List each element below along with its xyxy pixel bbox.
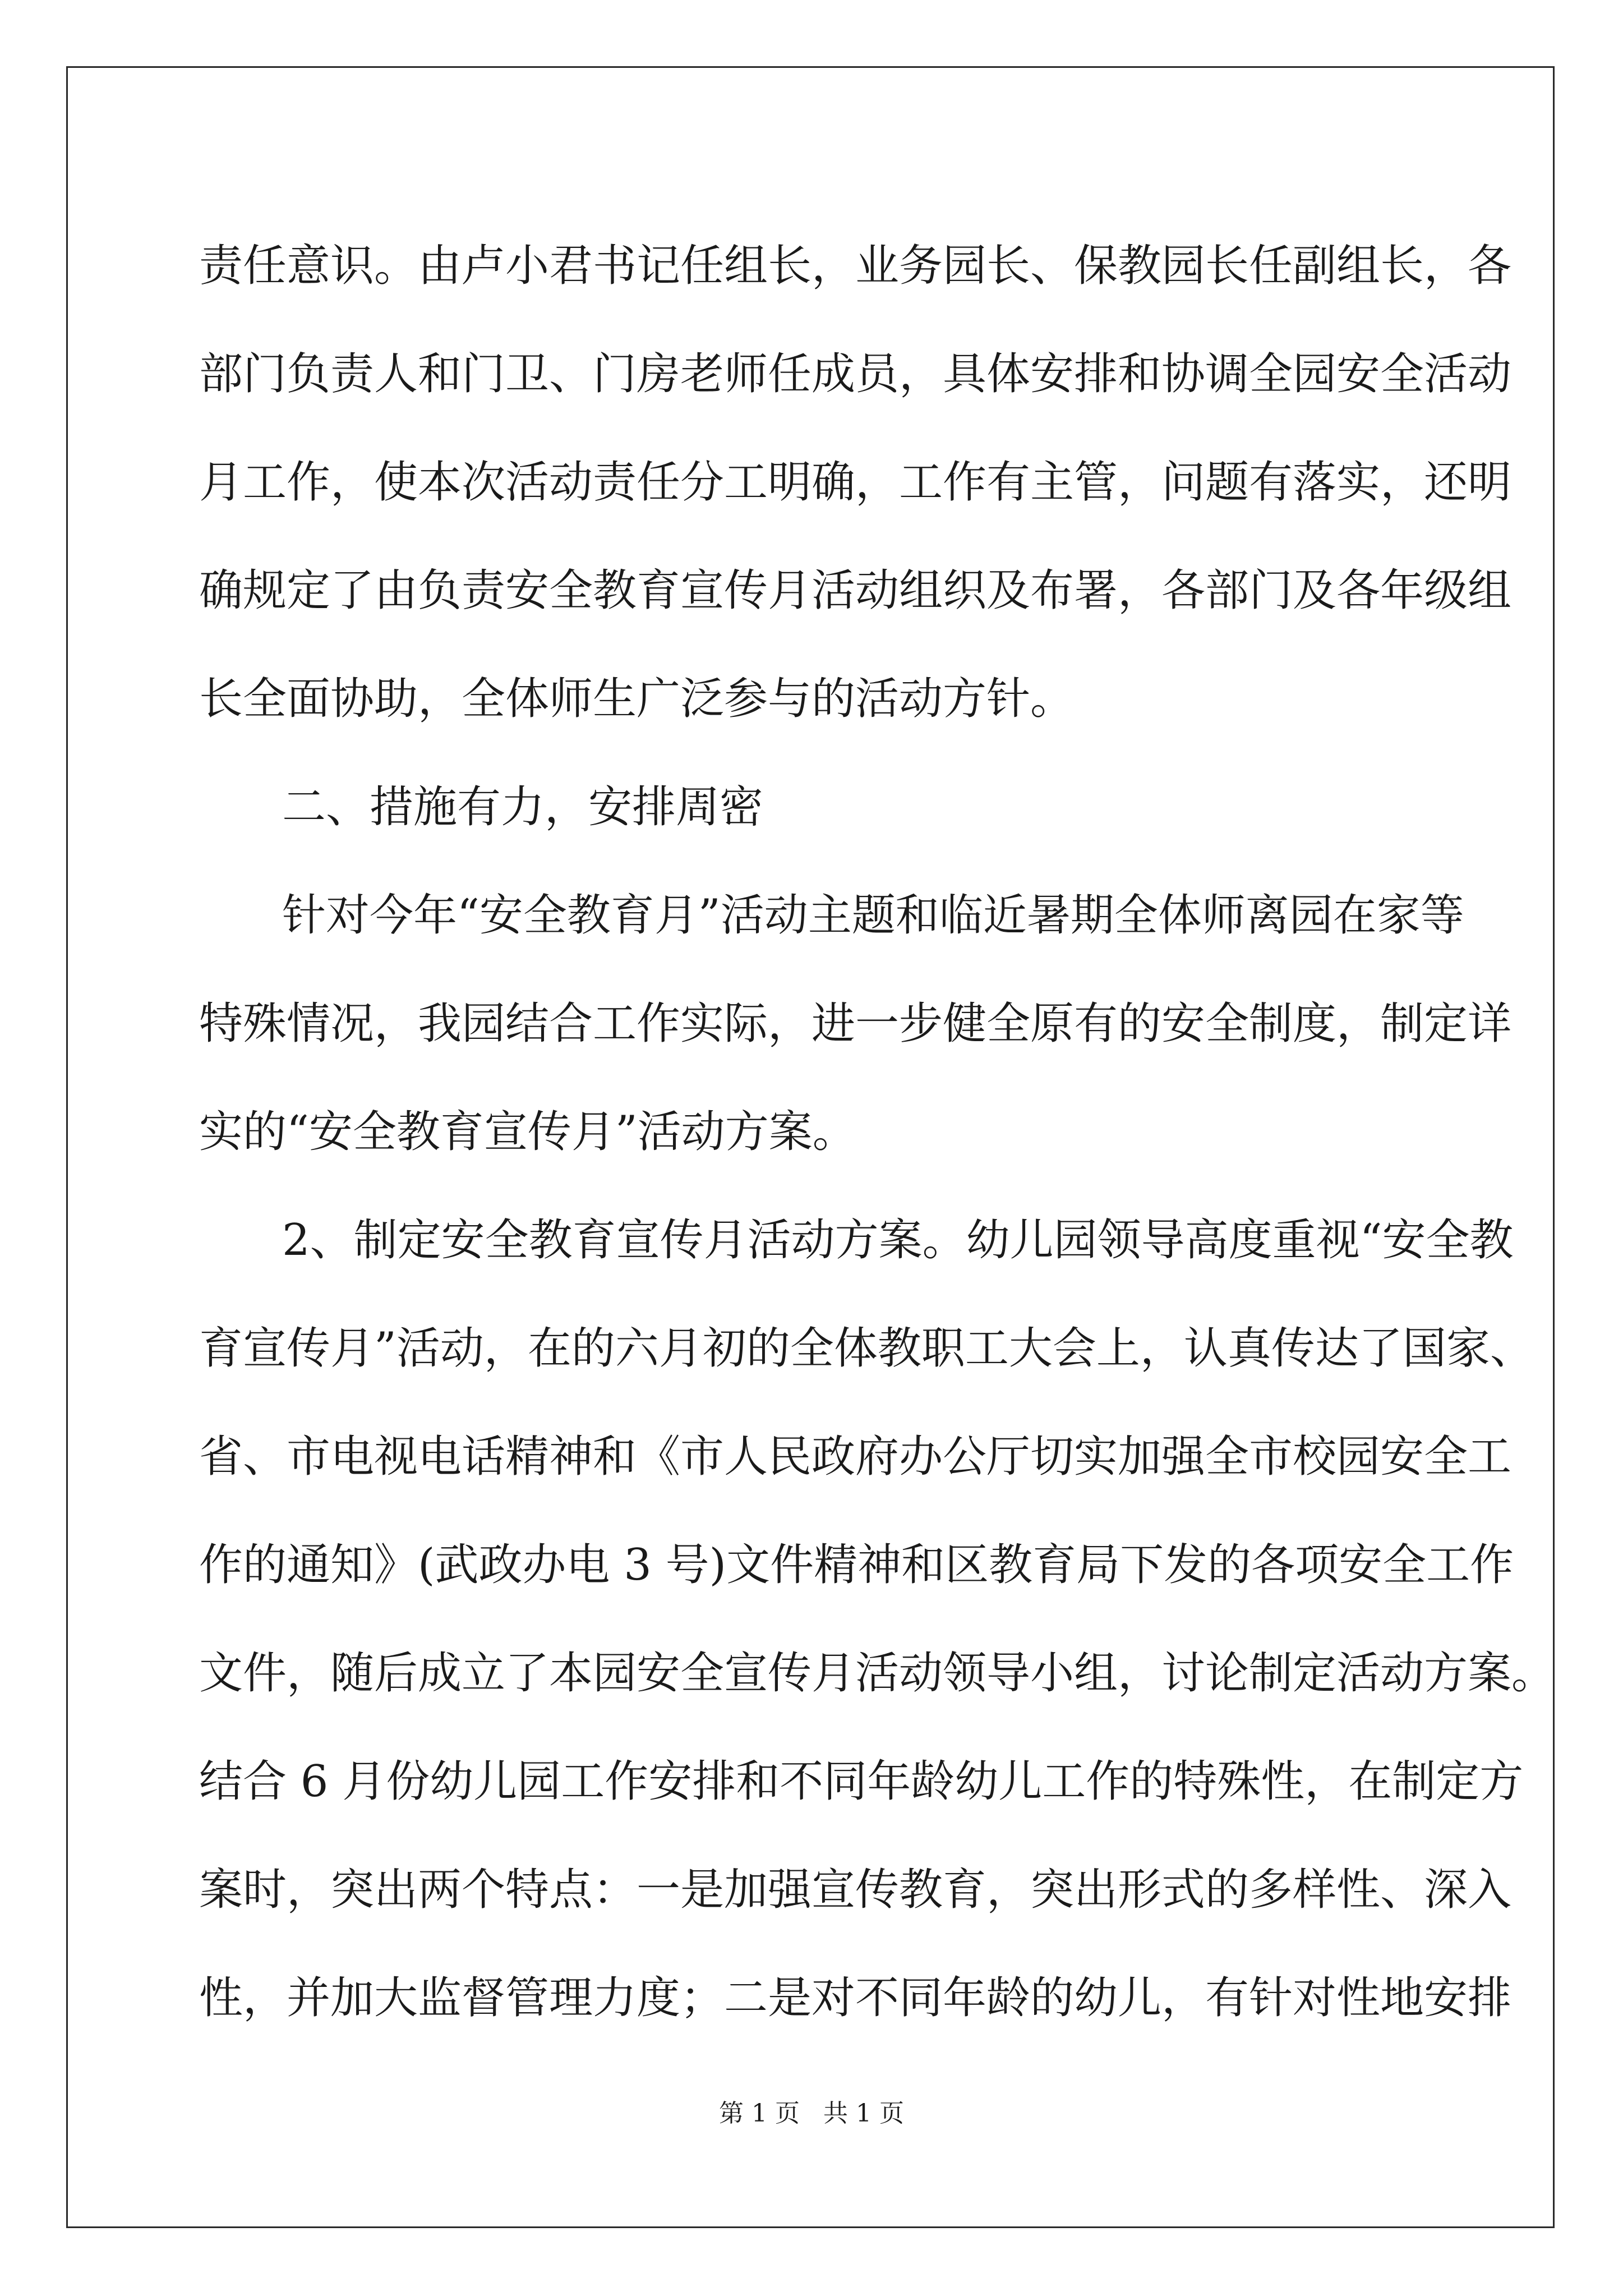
text-line: 责任意识。由卢小君书记任组长，业务园长、保教园长任副组长，各 xyxy=(199,241,1512,291)
text-line: 作的通知》(武政办电 3 号)文件精神和区教育局下发的各项安全工作 xyxy=(199,1540,1514,1590)
text-line: 针对今年“安全教育月”活动主题和临近暑期全体师离园在家等 xyxy=(282,890,1464,941)
text-line: 结合 6 月份幼儿园工作安排和不同年龄幼儿工作的特殊性，在制定方 xyxy=(199,1756,1524,1807)
document-body xyxy=(199,212,1556,2053)
text-line: 文件，随后成立了本园安全宣传月活动领导小组，讨论制定活动方案。 xyxy=(199,1648,1556,1699)
text-line: 月工作，使本次活动责任分工明确，工作有主管，问题有落实，还明 xyxy=(199,457,1512,508)
text-line: 特殊情况，我园结合工作实际，进一步健全原有的安全制度，制定详 xyxy=(199,999,1512,1049)
text-line: 确规定了由负责安全教育宣传月活动组织及布署，各部门及各年级组 xyxy=(199,565,1512,616)
page-footer: 第 1 页 共 1 页 xyxy=(719,2099,904,2128)
text-line: 省、市电视电话精神和《市人民政府办公厅切实加强全市校园安全工 xyxy=(199,1432,1512,1482)
text-line: 育宣传月”活动，在的六月初的全体教职工大会上，认真传达了国家、 xyxy=(199,1323,1534,1374)
text-line: 长全面协助，全体师生广泛参与的活动方针。 xyxy=(199,674,1075,724)
text-line: 性，并加大监督管理力度；二是对不同年龄的幼儿，有针对性地安排 xyxy=(199,1973,1512,2023)
text-line: 实的“安全教育宣传月”活动方案。 xyxy=(199,1107,856,1157)
text-line: 部门负责人和门卫、门房老师任成员，具体安排和协调全园安全活动 xyxy=(199,349,1512,399)
section-heading: 二、措施有力，安排周密 xyxy=(282,782,764,832)
text-line: 案时，突出两个特点：一是加强宣传教育，突出形式的多样性、深入 xyxy=(199,1865,1512,1915)
text-line: 2、制定安全教育宣传月活动方案。幼儿园领导高度重视“安全教 xyxy=(282,1215,1514,1266)
